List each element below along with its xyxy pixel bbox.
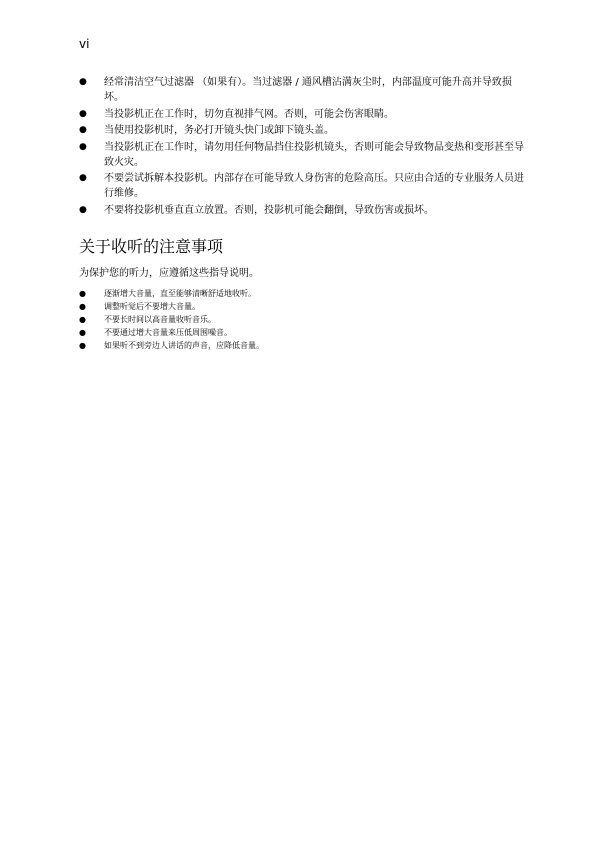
list-item-text: 如果听不到旁边人讲话的声音，应降低音量。	[104, 341, 264, 350]
bullet-icon: ●	[79, 77, 87, 87]
bullet-icon: ●	[79, 328, 86, 337]
section-intro: 为保护您的听力，应遵循这些指导说明。	[79, 268, 259, 279]
list-item-text: 不要尝试拆解本投影机。内部存在可能导致人身伤害的危险高压。只应由合适的专业服务人员进行维修。	[104, 173, 524, 199]
safety-list	[79, 75, 529, 219]
hearing-list	[79, 287, 529, 352]
bullet-icon: ●	[79, 315, 86, 324]
list-item-text: 当使用投影机时，务必打开镜头快门或卸下镜头盖。	[104, 125, 334, 136]
list-item-text: 当投影机正在工作时，切勿直视排气网。否则，可能会伤害眼睛。	[104, 108, 394, 120]
list-item-text: 调整听觉后不要增大音量。	[104, 302, 200, 311]
bullet-icon: ●	[79, 173, 87, 183]
list-item	[79, 300, 529, 313]
bullet-icon: ●	[79, 302, 86, 311]
list-item-text: 不要将投影机垂直直立放置。否则，投影机可能会翻倒，导致伤害或损坏。	[104, 204, 434, 216]
bullet-icon: ●	[79, 341, 86, 350]
bullet-icon: ●	[79, 204, 87, 215]
section-title: 关于收听的注意事项	[79, 237, 224, 256]
list-item	[79, 75, 529, 105]
list-item	[79, 326, 529, 339]
bullet-icon: ●	[79, 141, 87, 152]
list-item	[79, 107, 529, 122]
list-item	[79, 123, 529, 138]
list-item-text: 经常清洁空气过滤器 （如果有）。当过滤器 / 通风槽沾满灰尘时，内部温度可能升高并导致损坏。	[104, 77, 512, 103]
list-item	[79, 203, 529, 218]
list-item	[79, 339, 529, 352]
page-number: vi	[79, 37, 90, 51]
list-item-text: 当投影机正在工作时，请勿用任何物品挡住投影机镜头，否则可能会导致物品变热和变形甚至导致火灾。	[104, 141, 524, 168]
bullet-icon: ●	[79, 125, 87, 135]
list-item	[79, 140, 529, 170]
list-item	[79, 171, 529, 201]
bullet-icon: ●	[79, 108, 87, 119]
list-item-text: 不要通过增大音量来压低周围噪音。	[104, 328, 232, 337]
bullet-icon: ●	[79, 289, 86, 298]
list-item-text: 逐渐增大音量，直至能够清晰舒适地收听。	[104, 289, 256, 298]
list-item	[79, 287, 529, 300]
list-item	[79, 313, 529, 326]
list-item-text: 不要长时间以高音量收听音乐。	[104, 315, 216, 324]
